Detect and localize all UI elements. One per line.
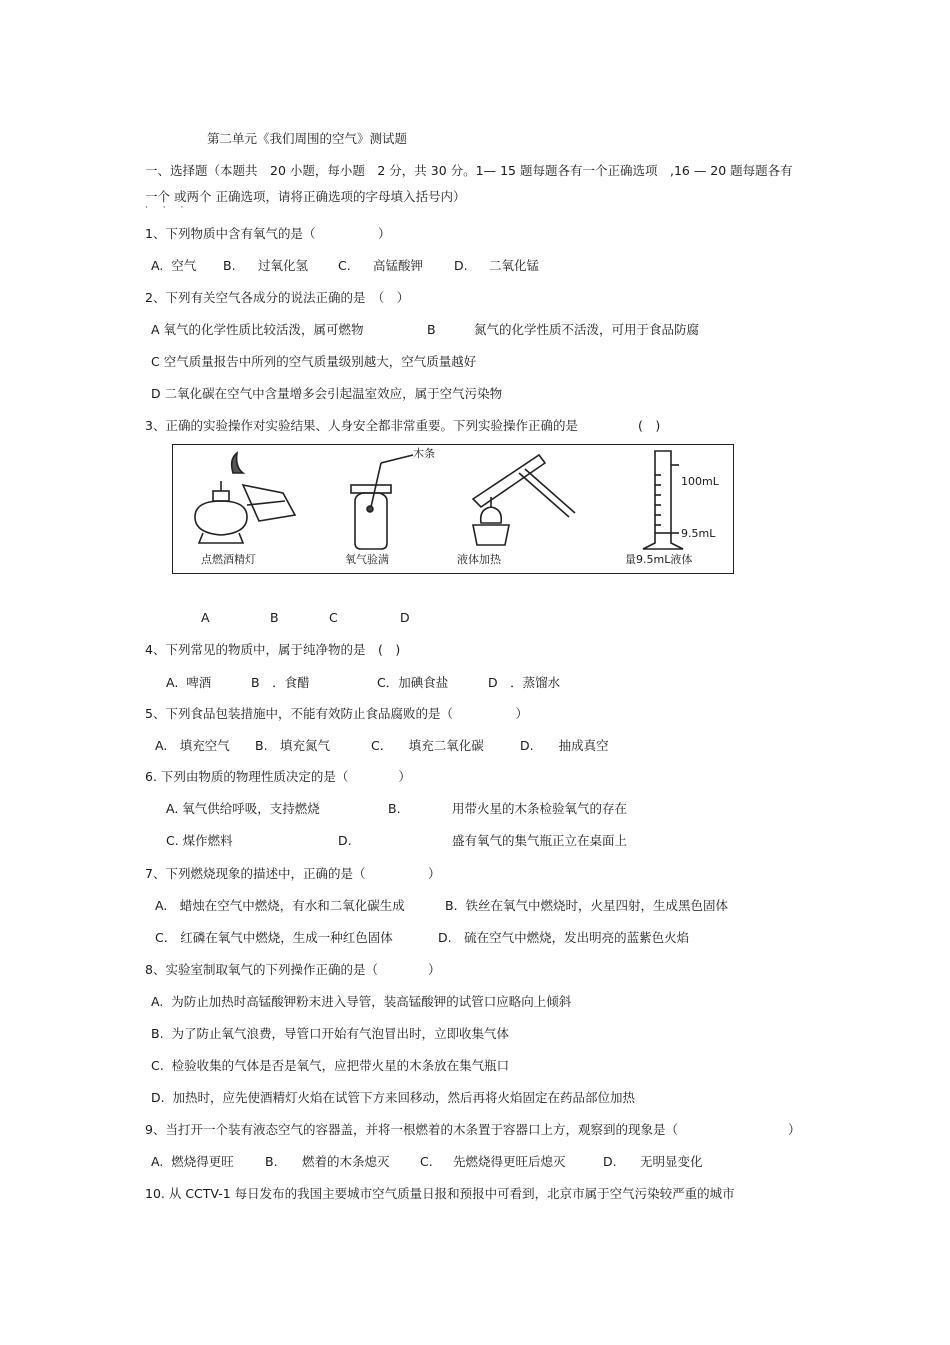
question-3-paren: ( ) xyxy=(638,418,661,433)
q7-option-c: C. 红磷在氧气中燃烧，生成一种红色固体 xyxy=(155,930,393,945)
section-instructions-line1: 一、选择题（本题共 20 小题，每小题 2 分，共 30 分。1— 15 题每题各有一个正确选项 ,16 — 20 题每题各有 xyxy=(145,163,793,178)
q8-option-b: B. 为了防止氧气浪费，导管口开始有气泡冒出时，立即收集气体 xyxy=(151,1026,509,1041)
section-instructions-line2: 一个 或两个 正确选项，请将正确选项的字母填入括号内） xyxy=(145,189,466,204)
q4-option-b: B ．食醋 xyxy=(251,675,310,690)
caption-stick-label: 木条 xyxy=(413,447,435,460)
q8-option-d: D. 加热时，应先使酒精灯火焰在试管下方来回移动，然后再将火焰固定在药品部位加热 xyxy=(151,1090,636,1105)
q6-option-d-label: D. xyxy=(338,833,352,848)
q8-option-c: C. 检验收集的气体是否是氧气，应把带火星的木条放在集气瓶口 xyxy=(151,1058,510,1073)
q8-option-a: A. 为防止加热时高锰酸钾粉末进入导管，装高锰酸钾的试管口应略向上倾斜 xyxy=(151,994,572,1009)
q2-option-d: D 二氧化碳在空气中含量增多会引起温室效应，属于空气污染物 xyxy=(151,386,503,401)
q5-option-c: C. 填充二氧化碳 xyxy=(371,738,484,753)
q2-option-b-label: B xyxy=(427,322,436,337)
test-tube-icon xyxy=(473,455,545,507)
question-9-stem: 9、当打开一个装有液态空气的容器盖，并将一根燃着的木条置于容器口上方，观察到的现象是（ xyxy=(145,1122,678,1137)
page-title: 第二单元《我们周围的空气》测试题 xyxy=(207,131,408,146)
q5-option-d: D. 抽成真空 xyxy=(520,738,609,753)
q1-option-d-label: D. xyxy=(454,258,468,273)
q9-option-c: 先燃烧得更旺后熄灭 xyxy=(453,1154,566,1169)
q9-option-a: A. 燃烧得更旺 xyxy=(151,1154,234,1169)
q6-option-b: 用带火星的木条检验氧气的存在 xyxy=(452,801,628,816)
question-6-stem: 6. 下列由物质的物理性质决定的是（ ） xyxy=(145,769,411,784)
q9-option-b: 燃着的木条熄灭 xyxy=(302,1154,390,1169)
question-9-paren-close: ） xyxy=(788,1122,801,1137)
caption-100ml: 100mL xyxy=(681,475,719,488)
q6-option-c: C. 煤作燃料 xyxy=(166,833,233,848)
question-7-stem: 7、下列燃烧现象的描述中，正确的是（ ） xyxy=(145,866,441,881)
question-8-stem: 8、实验室制取氧气的下列操作正确的是（ ） xyxy=(145,962,441,977)
question-5-stem: 5、下列食品包装措施中，不能有效防止食品腐败的是（ ） xyxy=(145,706,528,721)
q9-option-c-label: C. xyxy=(420,1154,433,1169)
q6-option-a: A. 氧气供给呼吸，支持燃烧 xyxy=(166,801,320,816)
caption-a: 点燃酒精灯 xyxy=(201,553,256,566)
q1-option-d: 二氧化锰 xyxy=(489,258,540,273)
question-2-stem: 2、下列有关空气各成分的说法正确的是 （ ） xyxy=(145,290,410,305)
q1-option-b: 过氧化氢 xyxy=(258,258,309,273)
lab-operations-figure xyxy=(172,444,734,574)
question-1-stem: 1、下列物质中含有氧气的是（ ） xyxy=(145,226,391,241)
gas-bottle-icon xyxy=(355,493,387,549)
q1-option-b-label: B. xyxy=(223,258,236,273)
q6-option-d: 盛有氧气的集气瓶正立在桌面上 xyxy=(452,833,628,848)
q1-option-a: A. 空气 xyxy=(151,258,197,273)
q7-option-a: A. 蜡烛在空气中燃烧，有水和二氧化碳生成 xyxy=(155,898,405,913)
q9-option-d: 无明显变化 xyxy=(640,1154,703,1169)
question-3-stem: 3、正确的实验操作对实验结果、人身安全都非常重要。下列实验操作正确的是 xyxy=(145,418,578,433)
q9-option-d-label: D. xyxy=(603,1154,617,1169)
q3-letter-d: D xyxy=(400,610,410,625)
q4-option-a: A. 啤酒 xyxy=(166,675,212,690)
q5-option-a: A. 填充空气 xyxy=(155,738,230,753)
q7-option-b: B. 铁丝在氧气中燃烧时，火星四射，生成黑色固体 xyxy=(445,898,728,913)
q6-option-b-label: B. xyxy=(388,801,401,816)
q3-letter-c: C xyxy=(329,610,338,625)
q2-option-a: A 氧气的化学性质比较活泼，属可燃物 xyxy=(151,322,364,337)
q4-option-d: D ．蒸馏水 xyxy=(488,675,561,690)
caption-9-5ml: 9.5mL xyxy=(681,527,716,540)
question-4-stem: 4、下列常见的物质中，属于纯净物的是 ( ) xyxy=(145,642,401,657)
q2-option-b: 氮气的化学性质不活泼，可用于食品防腐 xyxy=(474,322,700,337)
q4-option-c: C．加碘食盐 xyxy=(377,675,449,690)
heating-lamp-icon xyxy=(481,507,502,523)
alcohol-lamp-icon xyxy=(195,501,247,535)
q1-option-c: 高锰酸钾 xyxy=(373,258,424,273)
q1-option-c-label: C. xyxy=(338,258,351,273)
q3-letter-a: A xyxy=(201,610,210,625)
question-10-stem: 10. 从 CCTV-1 每日发布的我国主要城市空气质量日报和预报中可看到，北京市属于空气污染较严重的城市 xyxy=(145,1186,735,1201)
caption-b: 氧气验满 xyxy=(345,553,389,566)
q5-option-b: B. 填充氮气 xyxy=(255,738,331,753)
q7-option-d: D. 硫在空气中燃烧，发出明亮的蓝紫色火焰 xyxy=(438,930,690,945)
caption-c: 液体加热 xyxy=(457,553,501,566)
caption-d: 量9.5mL液体 xyxy=(625,553,693,566)
q9-option-b-label: B. xyxy=(265,1154,278,1169)
q3-letter-b: B xyxy=(270,610,279,625)
emphasis-dots: · · · xyxy=(145,203,190,213)
q2-option-c: C 空气质量报告中所列的空气质量级别越大，空气质量越好 xyxy=(151,354,477,369)
